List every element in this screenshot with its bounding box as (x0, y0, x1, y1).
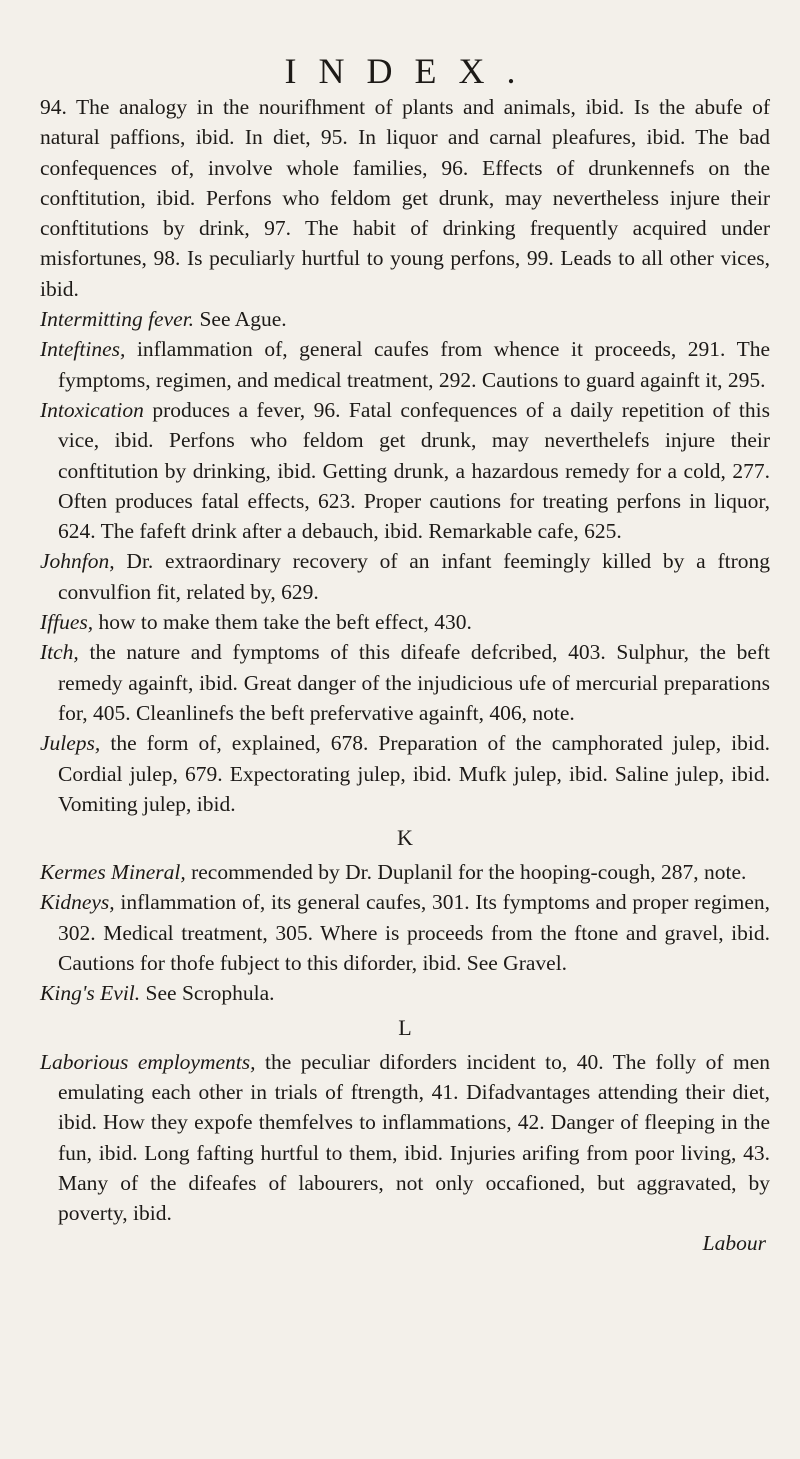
entry-term: Itch, (40, 640, 79, 665)
entry-text: the peculiar diforders incident to, 40. The folly of men emulating each other in trials of ftrength, 41. Difadvantages attending their diet, ibid. How they expofe themfelves to inflammations, 42. Danger of fleeping in the fun, ibid. Long fafting hurtful to them, ibid. Injuries arifing from poor living, 43. Many of the difeafes of labourers, not only occafioned, but aggravated, by poverty, ibid. (58, 1049, 770, 1226)
entry-text: the form of, explained, 678. Preparation of the camphorated julep, ibid. Cordial julep, 679. Expectorating julep, ibid. Mufk julep, ibid. Saline julep, ibid. Vomiting julep, ibid. (58, 731, 770, 816)
index-entry (40, 607, 770, 637)
entry-term: Intoxication (40, 397, 144, 422)
index-entry (40, 857, 770, 887)
entry-term: Kidneys, (40, 890, 115, 915)
index-entry (40, 1047, 770, 1229)
entry-term: King's Evil. (40, 981, 141, 1006)
entry-text: Dr. extraordinary recovery of an infant feemingly killed by a ftrong convulfion fit, related by, 629. (58, 549, 770, 604)
entry-text: See Ague. (199, 307, 287, 332)
entry-text: 94. The analogy in the nourifhment of plants and animals, ibid. Is the abufe of natural paffions, ibid. In diet, 95. In liquor and carnal pleafures, ibid. The bad confequences of, involve whole families, 96. Effects of drunkennefs on the conftitution, ibid. Perfons who feldom get drunk, may nevertheless injure their conftitutions by drink, 97. The habit of drinking frequently acquired under misfortunes, 98. Is peculiarly hurtful to young perfons, 99. Leads to all other vices, ibid. (40, 95, 770, 301)
entry-text: inflammation of, general caufes from whence it proceeds, 291. The fymptoms, regimen, and medical treatment, 292. Cautions to guard againft it, 295. (58, 337, 771, 392)
index-entry (40, 978, 770, 1008)
entry-text: how to make them take the beft effect, 430. (98, 610, 472, 635)
entry-text: produces a fever, 96. Fatal confequences of a daily repetition of this vice, ibid. Perfons who feldom get drunk, may neverthelefs injure their conftitution by drinking, ibid. Getting drunk, a hazardous remedy for a cold, 277. Often produces fatal effects, 623. Proper cautions for treating perfons in liquor, 624. The fafeft drink after a debauch, ibid. Remarkable cafe, 625. (58, 397, 770, 544)
entry-term: Juleps, (40, 731, 101, 756)
catchword: Labour (702, 1231, 766, 1256)
entry-term: Kermes Mineral, (40, 860, 186, 885)
index-entry (40, 546, 770, 607)
index-entry (40, 92, 770, 304)
index-entry (40, 334, 770, 395)
index-entry (40, 395, 770, 546)
section-letter-l: L (398, 1014, 412, 1040)
page-header: INDEX. (284, 51, 538, 91)
section-letter-k: K (397, 825, 413, 851)
entry-text: recommended by Dr. Duplanil for the hooping-cough, 287, note. (191, 860, 747, 885)
entry-term: Inteftines, (40, 337, 126, 362)
entry-text: See Scrophula. (145, 981, 275, 1006)
index-entry (40, 887, 770, 978)
entry-term: Iffues, (40, 610, 94, 635)
entry-term: Intermitting fever. (40, 307, 195, 332)
index-body (40, 92, 770, 1259)
entry-term: Johnfon, (40, 549, 115, 574)
index-entry (40, 304, 770, 334)
entry-text: inflammation of, its general caufes, 301. Its fymptoms and proper regimen, 302. Medical treatment, 305. Where is proceeds from the ftone and gravel, ibid. Cautions for thofe fubject to this diforder, ibid. See Gravel. (58, 890, 770, 976)
index-entry (40, 637, 770, 728)
entry-text: the nature and fymptoms of this difeafe defcribed, 403. Sulphur, the beft remedy againft, ibid. Great danger of the injudicious ufe of mercurial preparations for, 405. Cleanlinefs the beft prefervative againft, 406, note. (58, 640, 770, 725)
entry-term: Laborious employments, (40, 1049, 256, 1074)
index-entry (40, 728, 770, 819)
